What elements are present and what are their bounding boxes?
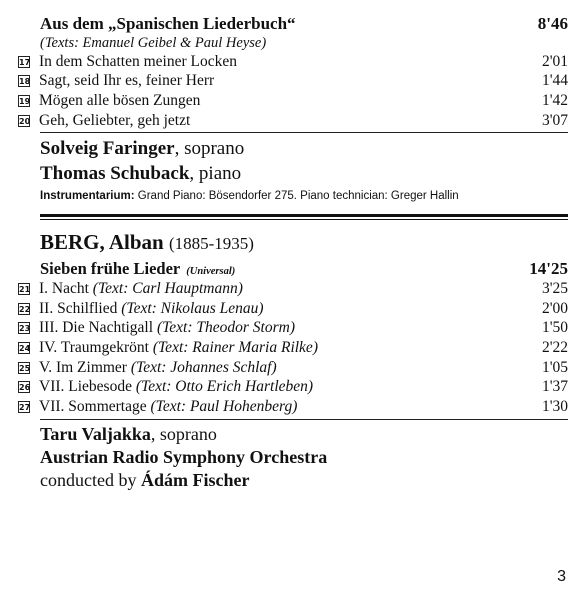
performer-role: , soprano (174, 138, 245, 160)
divider (40, 419, 568, 420)
track-duration: 1'05 (541, 358, 568, 376)
work-title: Sieben frühe Lieder (40, 259, 181, 279)
track-title: II. Schilflied (Text: Nikolaus Lenau) (39, 299, 264, 317)
track-title: Sagt, seid Ihr es, feiner Herr (39, 72, 215, 90)
performer-name: Solveig Faringer (40, 138, 175, 160)
track-duration: 2'00 (541, 299, 568, 317)
booklet-page (18, 14, 568, 492)
track-row (18, 72, 568, 92)
divider (40, 132, 568, 133)
work-total-duration: 8'46 (537, 14, 568, 33)
conductor-line (40, 469, 568, 492)
track-row (18, 358, 568, 378)
track-title: In dem Schatten meiner Locken (39, 52, 237, 70)
track-duration: 1'30 (541, 397, 568, 415)
track-row (18, 397, 568, 417)
work-texts-credit: (Texts: Emanuel Geibel & Paul Heyse) (40, 35, 267, 51)
track-title: V. Im Zimmer (Text: Johannes Schlaf) (39, 358, 277, 376)
track-number-box: 27 (19, 402, 31, 412)
track-title: VII. Sommertage (Text: Paul Hohenberg) (39, 397, 298, 415)
track-text-credit: (Text: Rainer Maria Rilke) (152, 338, 318, 356)
composer-heading (40, 230, 568, 255)
page-number: 3 (557, 568, 566, 585)
work-total-duration: 14'25 (529, 259, 568, 279)
track-duration: 1'44 (541, 72, 568, 90)
work-header-sieben-fruehe-lieder (40, 259, 568, 279)
conductor-name: Ádám Fischer (140, 469, 250, 490)
track-row (18, 338, 568, 358)
track-number-box: 19 (19, 96, 31, 106)
instrumentarium-text: Grand Piano: Bösendorfer 275. Piano technician: Greger Hallin (134, 190, 459, 203)
track-text-credit: (Text: Otto Erich Hartleben) (135, 378, 314, 396)
track-list-2 (18, 279, 568, 416)
track-number-box: 26 (19, 383, 31, 393)
track-number-box: 17 (19, 57, 31, 67)
track-text-credit: (Text: Johannes Schlaf) (130, 358, 277, 376)
track-duration: 1'50 (541, 319, 568, 337)
track-title: VII. Liebesode (Text: Otto Erich Hartleben) (39, 378, 314, 396)
performer-line (40, 423, 568, 446)
performer-name: Thomas Schuback (40, 163, 190, 185)
track-duration: 2'22 (541, 338, 568, 356)
track-row (18, 279, 568, 299)
orchestra-line (40, 446, 568, 469)
conductor-prefix: conducted by (40, 469, 141, 490)
track-duration: 1'42 (541, 91, 568, 109)
performer-role: , soprano (150, 423, 217, 444)
track-duration: 1'37 (541, 378, 568, 396)
track-number-box: 23 (19, 324, 31, 334)
track-text-credit: (Text: Theodor Storm) (156, 319, 295, 337)
performer-role: , piano (189, 163, 242, 185)
track-number-box: 20 (19, 116, 31, 126)
instrumentarium-note (40, 190, 568, 202)
track-duration: 2'01 (541, 52, 568, 70)
work-header-spanisches-liederbuch (40, 14, 568, 34)
track-title: Mögen alle bösen Zungen (39, 91, 201, 109)
track-duration: 3'07 (541, 111, 568, 129)
track-row (18, 111, 568, 131)
track-row (18, 91, 568, 111)
track-list-1 (18, 52, 568, 130)
track-title: Geh, Geliebter, geh jetzt (39, 111, 191, 129)
track-title: I. Nacht (Text: Carl Hauptmann) (39, 280, 243, 298)
orchestra-name: Austrian Radio Symphony Orchestra (40, 446, 328, 467)
track-row (18, 52, 568, 72)
track-text-credit: (Text: Nikolaus Lenau) (121, 299, 264, 317)
track-number-box: 18 (19, 77, 31, 87)
performer-line (40, 136, 568, 161)
track-number-box: 25 (19, 363, 31, 373)
track-text-credit: (Text: Carl Hauptmann) (92, 280, 243, 298)
section-rule (40, 214, 568, 220)
performer-line (40, 161, 568, 186)
track-title: IV. Traumgekrönt (Text: Rainer Maria Rilke) (39, 338, 318, 356)
work-publisher: (Universal) (186, 266, 236, 278)
track-number-box: 21 (19, 285, 31, 295)
track-number-box: 24 (19, 343, 31, 353)
track-title: III. Die Nachtigall (Text: Theodor Storm) (39, 319, 295, 337)
composer-name: BERG, Alban (40, 230, 164, 255)
work-title: Aus dem „Spanischen Liederbuch“ (40, 14, 296, 33)
track-row (18, 319, 568, 339)
track-number-box: 22 (19, 304, 31, 314)
instrumentarium-label: Instrumentarium: (40, 190, 135, 203)
track-row (18, 299, 568, 319)
track-row (18, 377, 568, 397)
track-text-credit: (Text: Paul Hohenberg) (150, 397, 298, 415)
composer-years: (1885-1935) (168, 234, 254, 254)
performer-name: Taru Valjakka (40, 423, 151, 444)
track-duration: 3'25 (541, 280, 568, 298)
